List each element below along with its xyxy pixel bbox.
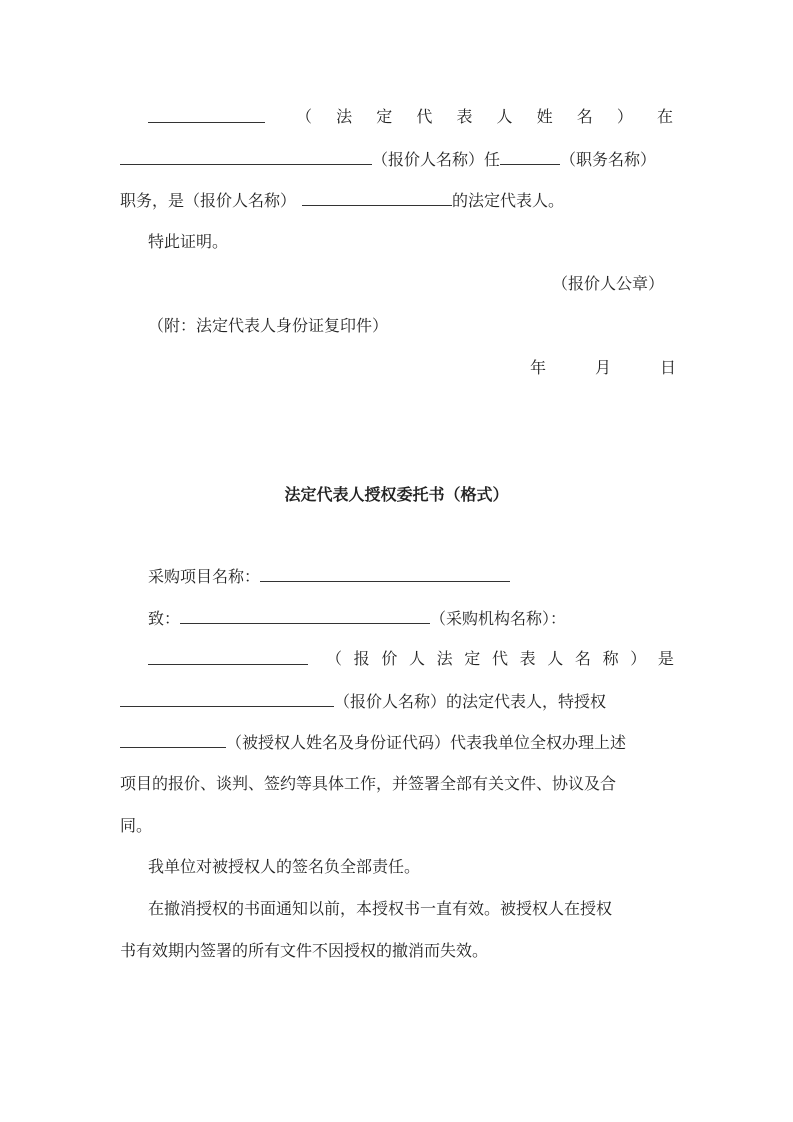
date-fields	[530, 357, 676, 379]
char: ）	[616, 107, 633, 126]
legal-rep-name-blank-2[interactable]	[148, 648, 308, 665]
char: 名	[574, 649, 591, 668]
char: 法	[336, 107, 353, 126]
bidder-name-blank[interactable]	[120, 148, 372, 165]
responsibility-paragraph: 我单位对被授权人的签名负全部责任。	[148, 857, 421, 876]
s2-line5-text: （被授权人姓名及身份证代码）代表我单位全权办理上述	[226, 733, 627, 752]
s1-line2-text2: （职务名称）	[560, 150, 657, 169]
char: ）	[630, 649, 647, 668]
char: 人	[547, 649, 564, 668]
to-label: 致：	[148, 609, 181, 628]
bidder-name-blank-2[interactable]	[302, 189, 452, 206]
char: 在	[656, 107, 673, 126]
s2-line7: 同。	[120, 816, 153, 835]
s1-line2-text1: （报价人名称）任	[372, 150, 501, 169]
project-name-line	[148, 565, 510, 588]
attachment-note: （附：法定代表人身份证复印件）	[148, 316, 389, 335]
s2-line3-text	[326, 648, 674, 670]
day-label: 日	[659, 358, 676, 377]
to-suffix: （采购机构名称）：	[430, 609, 567, 628]
char: 表	[456, 107, 473, 126]
authorized-person-blank[interactable]	[120, 731, 226, 748]
authorization-title: 法定代表人授权委托书（格式）	[284, 485, 509, 504]
project-name-label: 采购项目名称：	[148, 567, 261, 586]
s2-line4	[120, 690, 606, 713]
date-line	[530, 357, 676, 379]
char: 定	[464, 649, 481, 668]
bidder-seal: （报价人公章）	[552, 274, 665, 293]
char: 价	[381, 649, 398, 668]
agency-name-blank[interactable]	[180, 607, 430, 624]
s1-line2	[120, 148, 675, 171]
char: 人	[408, 649, 425, 668]
char: 姓	[536, 107, 553, 126]
char: 是	[657, 649, 674, 668]
bidder-name-blank-3[interactable]	[120, 690, 334, 707]
char: 法	[436, 649, 453, 668]
s2-line5	[120, 731, 626, 754]
char: （	[296, 107, 313, 126]
s1-line3-text1: 职务，是（报价人名称）	[120, 191, 297, 210]
to-line	[148, 607, 566, 630]
legal-rep-name-blank[interactable]	[148, 106, 265, 123]
s1-line3-text2: 的法定代表人。	[452, 191, 565, 210]
char: （	[326, 649, 343, 668]
char: 定	[376, 107, 393, 126]
char: 代	[491, 649, 508, 668]
char: 名	[576, 107, 593, 126]
position-blank[interactable]	[500, 148, 560, 165]
project-name-blank[interactable]	[260, 565, 510, 582]
s2-line6: 项目的报价、谈判、签约等具体工作，并签署全部有关文件、协议及合	[120, 774, 617, 793]
validity-paragraph-line1: 在撤消授权的书面通知以前，本授权书一直有效。被授权人在授权	[148, 899, 613, 918]
char: 表	[519, 649, 536, 668]
month-label: 月	[594, 358, 611, 377]
certify-text: 特此证明。	[148, 232, 229, 251]
s1-line1-text	[296, 106, 673, 128]
char: 报	[353, 649, 370, 668]
s1-line3	[120, 189, 564, 212]
char: 代	[416, 107, 433, 126]
year-label: 年	[530, 358, 547, 377]
char: 称	[602, 649, 619, 668]
validity-paragraph-line2: 书有效期内签署的所有文件不因授权的撤消而失效。	[120, 941, 489, 960]
s2-line4-text: （报价人名称）的法定代表人，特授权	[334, 692, 607, 711]
char: 人	[496, 107, 513, 126]
